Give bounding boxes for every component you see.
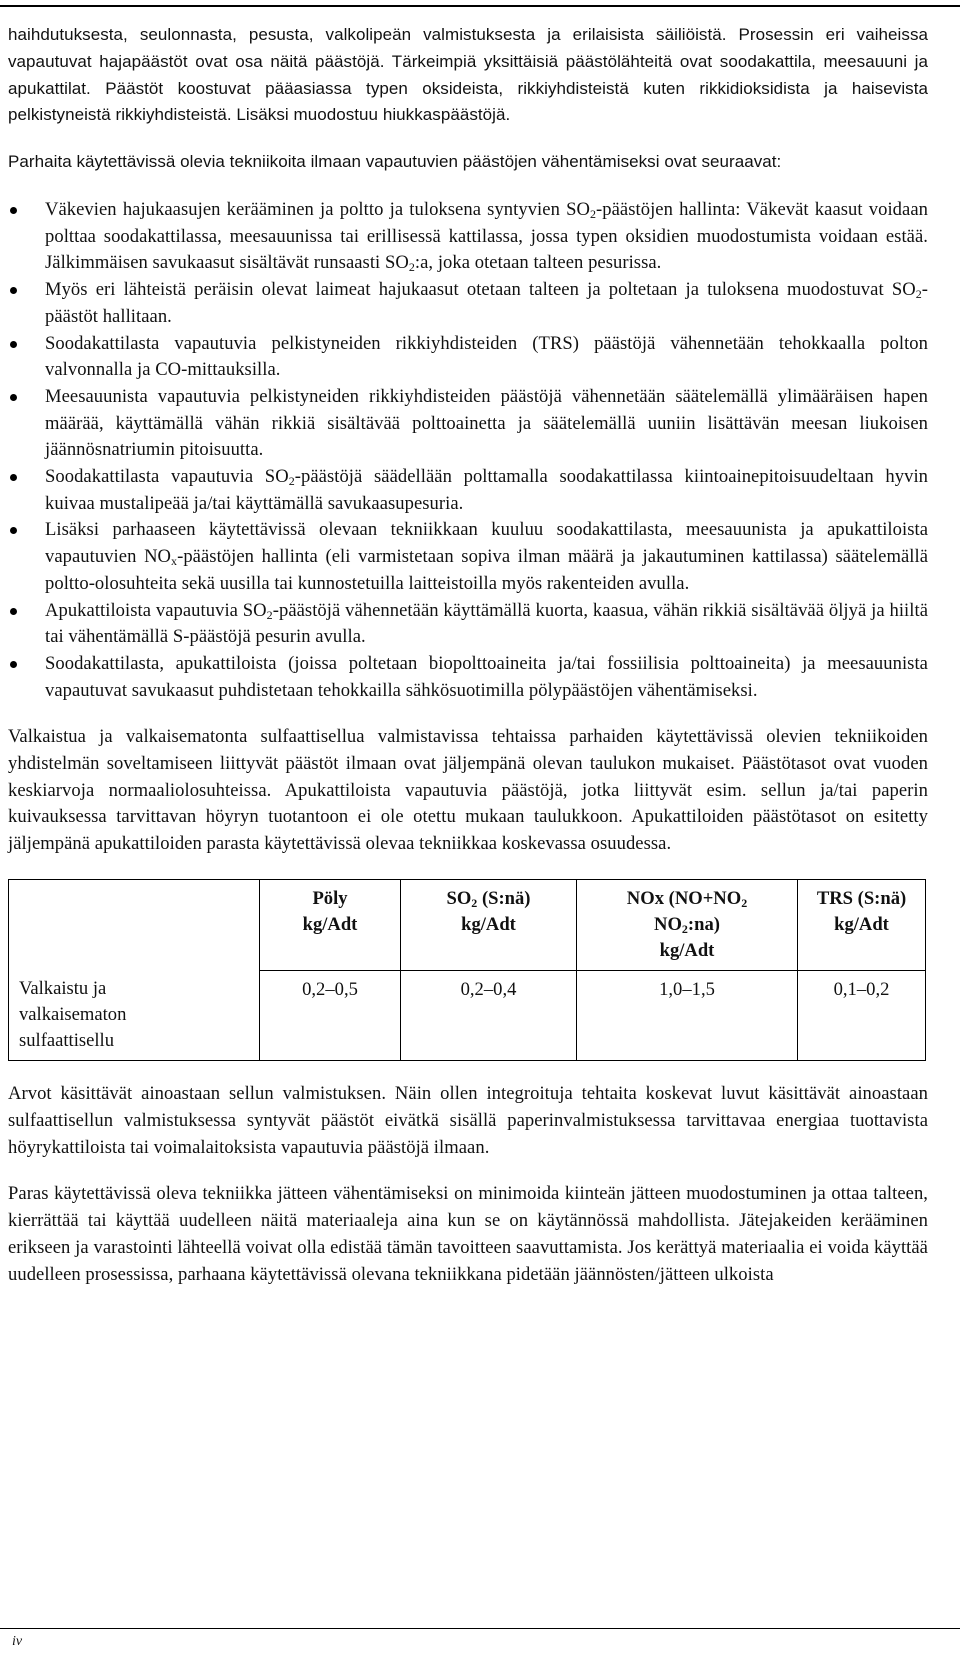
value-trs: 0,1–0,2	[798, 970, 926, 1061]
table-corner-cell	[9, 879, 260, 970]
bullet-icon	[10, 608, 17, 615]
header-so2: $SO_2$ (S:nä) kg/Adt	[401, 879, 577, 970]
list-item: Soodakattilasta vapautuvia pelkistyneiden rikkiyhdisteiden (TRS) päästöjä vähennetään tehokkaalla polton valvonnalla ja CO-mittauksilla.	[8, 331, 928, 384]
value-dust: 0,2–0,5	[260, 970, 401, 1061]
emissions-table	[8, 879, 926, 1062]
bullet-icon	[10, 661, 17, 668]
bullet-icon	[10, 394, 17, 401]
bat-list	[8, 197, 928, 704]
waste-paragraph: Paras käytettävissä oleva tekniikka jätteen vähentämiseksi on minimoida kiinteän jätteen muodostuminen ja ottaa talteen, kierrättää tai käyttää uudelleen näitä materiaaleja aina kun se on käytännössä mahdollista. Jätejakeiden kerääminen erikseen ja varastointi lähteellä voivat olla edistää tämän tavoitteen saavuttamista. Jos kerättyä materiaalia ei voida käyttää uudelleen prosessissa, parhaana käytettävissä olevana tekniikkana pidetään jäännösten/jätteen ulkoista	[8, 1183, 928, 1285]
header-dust: Pöly kg/Adt	[260, 879, 401, 970]
bullet-icon	[10, 341, 17, 348]
intro-paragraph-2: Parhaita käytettävissä olevia tekniikoita ilmaan vapautuvien päästöjen vähentämiseksi ovat seuraavat:	[8, 152, 782, 172]
bullet-icon	[10, 474, 17, 481]
list-item: Soodakattilasta vapautuvia $SO_2$-päästöjä säädellään polttamalla soodakattilassa kiintoainepitoisuudeltaan hyvin kuivaa mustalipeää ja/tai käyttämällä savukaasupesuria.	[8, 464, 928, 517]
bullet-icon	[10, 287, 17, 294]
footer-rule	[0, 1628, 960, 1629]
row-label: Valkaistu ja valkaisematon sulfaattisellu	[9, 970, 260, 1061]
header-nox: NOx ($NO+NO_2$ $NO_2:na$) kg/Adt	[577, 879, 798, 970]
body-content	[8, 22, 928, 1288]
table-header-row	[9, 879, 926, 970]
value-nox: 1,0–1,5	[577, 970, 798, 1061]
list-item: Myös eri lähteistä peräisin olevat laimeat hajukaasut otetaan talteen ja poltetaan ja tuloksena muodostuvat $SO_2$-päästöt hallitaan.	[8, 277, 928, 330]
list-item: Lisäksi parhaaseen käytettävissä olevaan tekniikkaan kuuluu soodakattilasta, meesauunista ja apukattiloista vapautuvien $NO_x$-päästöjen hallinta (eli varmistetaan sopiva ilman määrä ja jakautuminen kattilassa) säätelemällä poltto-olosuhteita sekä uusilla tai kunnostetuilla laitteistoilla myös rakenteiden avulla.	[8, 517, 928, 597]
table-row	[9, 970, 926, 1061]
intro-paragraph: haihdutuksesta, seulonnasta, pesusta, valkolipeän valmistuksesta ja erilaisista säiliöistä. Prosessin eri vaiheissa vapautuvat hajapäästöt ovat osa näitä päästöjä. Tärkeimpiä yksittäisiä päästölähteitä ovat soodakattila, meesauuni ja apukattilat. Päästöt koostuvat pääasiassa typen oksideista, rikkiyhdisteistä kuten rikkidioksidista ja haisevista pelkistyneistä rikkiyhdisteistä. Lisäksi muodostuu hiukkaspäästöjä.	[8, 25, 928, 125]
top-rule	[0, 5, 960, 7]
header-trs: TRS (S:nä) kg/Adt	[798, 879, 926, 970]
bullet-icon	[10, 207, 17, 214]
list-item: Väkevien hajukaasujen kerääminen ja poltto ja tuloksena syntyvien $SO_2$-päästöjen hallinta: Väkevät kaasut voidaan polttaa soodakattilassa, meesauunissa tai erillisessä kattilassa, jossa typen oksidien muodostumista voidaan estää. Jälkimmäisen savukaasut sisältävät runsaasti $SO_2:a$, joka otetaan talteen pesurissa.	[8, 197, 928, 277]
page-number: iv	[12, 1634, 23, 1649]
list-item: Soodakattilasta, apukattiloista (joissa poltetaan biopolttoaineita ja/tai fossiilisia polttoaineita) ja meesauunista vapautuvat savukaasut puhdistetaan tehokkailla sähkösuotimilla pölypäästöjen vähentämiseksi.	[8, 651, 928, 704]
list-item: Apukattiloista vapautuvia $SO_2$-päästöjä vähennetään käyttämällä kuorta, kaasua, vähän rikkiä sisältävää öljyä ja hiiltä tai vähentämällä S-päästöjä pesurin avulla.	[8, 598, 928, 651]
emissions-paragraph: Valkaistua ja valkaisematonta sulfaattisellua valmistavissa tehtaissa parhaiden käytettävissä olevien tekniikoiden yhdistelmän soveltamiseen liittyvät päästöt ilmaan ovat jäljempänä olevan taulukon mukaiset. Päästötasot ovat vuoden keskiarvoja normaaliolosuhteissa. Apukattiloista vapautuvia päästöjä, jotka liittyvät esim. sellun ja/tai paperin kuivauksessa tarvittavan höyryn tuotantoon ei ole otettu mukaan taulukkoon. Apukattiloiden päästötasot on esitetty jäljempänä apukattiloiden parasta käytettävissä olevaa tekniikkaa koskevassa osuudessa.	[8, 726, 928, 855]
value-so2: 0,2–0,4	[401, 970, 577, 1061]
values-note-paragraph: Arvot käsittävät ainoastaan sellun valmistuksen. Näin ollen integroituja tehtaita koskevat luvut käsittävät ainoastaan sulfaattisellun valmistuksessa syntyvät päästöt eivätkä sisällä paperinvalmistuksessa tarvittavaa energiaa tuottavista höyrykattiloista tai voimalaitoksista vapautuvia päästöjä ilmaan.	[8, 1083, 928, 1158]
list-item: Meesauunista vapautuvia pelkistyneiden rikkiyhdisteiden päästöjä vähennetään säätelemällä ylimääräisen hapen määrää, käyttämällä vähän rikkiä sisältävää polttoainetta ja säätelemällä uuniin lisättävän meesan liukoisen jäännösnatriumin pitoisuutta.	[8, 384, 928, 464]
bullet-icon	[10, 527, 17, 534]
